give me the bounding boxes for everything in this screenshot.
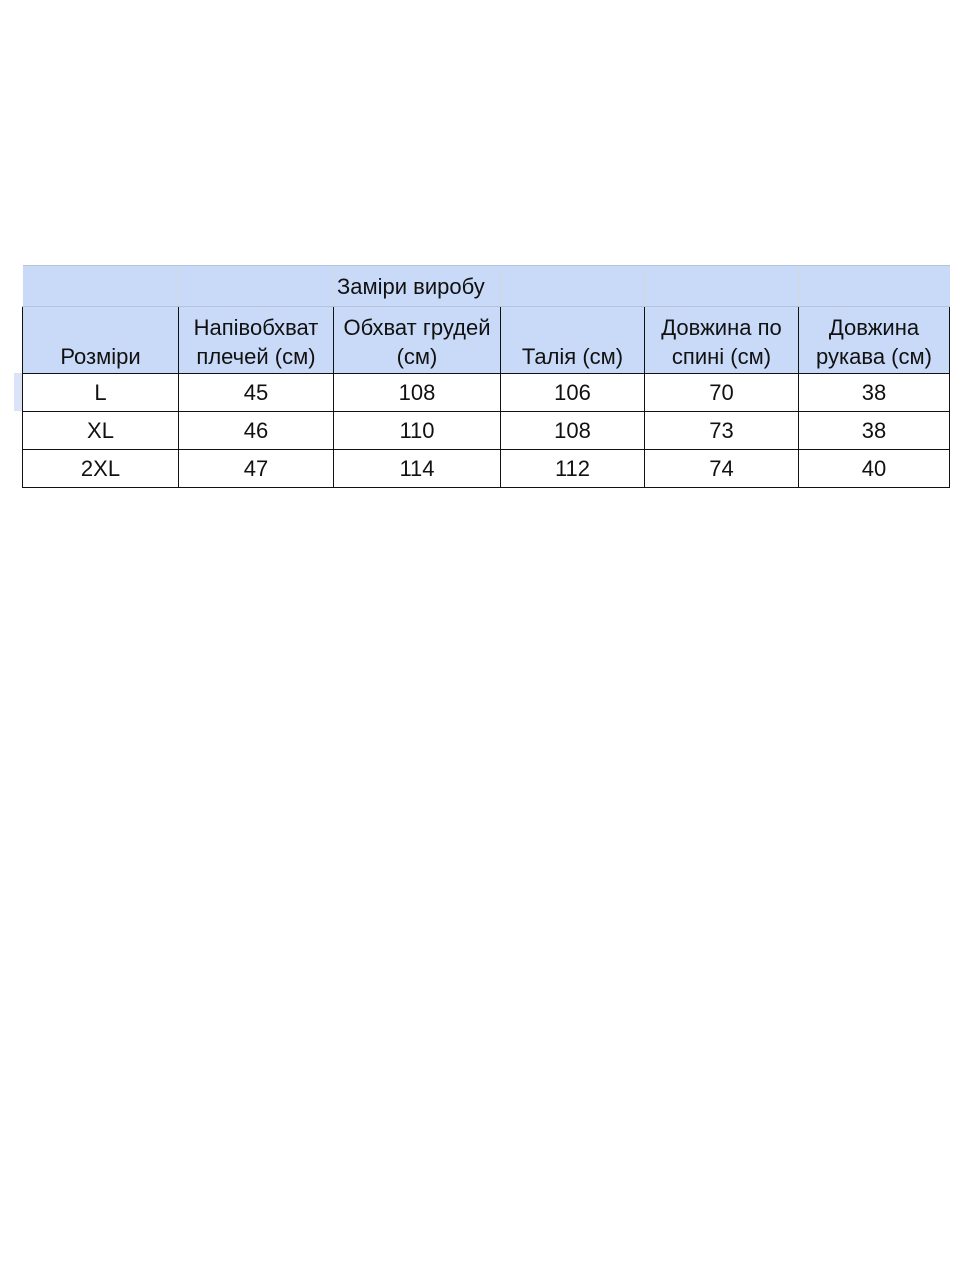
- header-label: Розміри: [60, 344, 141, 369]
- table-header-row: [23, 307, 950, 374]
- table-cell[interactable]: 38: [799, 412, 950, 450]
- spreadsheet-area: [22, 265, 950, 490]
- table-cell[interactable]: 114: [334, 450, 501, 488]
- header-cell-sleeve-length[interactable]: [799, 307, 950, 374]
- header-cell-waist[interactable]: [501, 307, 645, 374]
- header-label: Довжина рукава (см): [816, 315, 932, 369]
- table-title-row: [23, 266, 950, 307]
- header-label: Довжина по спині (см): [661, 315, 782, 369]
- title-empty-cell[interactable]: [645, 266, 799, 307]
- table-cell[interactable]: XL: [23, 412, 179, 450]
- table-cell[interactable]: 47: [179, 450, 334, 488]
- table-cell[interactable]: 2XL: [23, 450, 179, 488]
- table-cell[interactable]: 46: [179, 412, 334, 450]
- table-cell[interactable]: 106: [501, 374, 645, 412]
- table-cell[interactable]: 38: [799, 374, 950, 412]
- header-label: Талія (см): [521, 344, 624, 369]
- size-measurements-table: [22, 265, 950, 488]
- header-label: Напівобхват плечей (см): [193, 315, 319, 369]
- table-cell[interactable]: 108: [501, 412, 645, 450]
- title-empty-cell[interactable]: [799, 266, 950, 307]
- table-row: [23, 450, 950, 488]
- table-cell[interactable]: 70: [645, 374, 799, 412]
- header-cell-chest[interactable]: [334, 307, 501, 374]
- table-cell[interactable]: 110: [334, 412, 501, 450]
- table-row: [23, 412, 950, 450]
- table-cell[interactable]: 73: [645, 412, 799, 450]
- table-group-title[interactable]: Заміри виробу: [334, 266, 501, 307]
- title-empty-cell[interactable]: [501, 266, 645, 307]
- table-cell[interactable]: 112: [501, 450, 645, 488]
- header-cell-shoulders[interactable]: [179, 307, 334, 374]
- table-cell[interactable]: 108: [334, 374, 501, 412]
- table-cell[interactable]: L: [23, 374, 179, 412]
- title-empty-cell[interactable]: [23, 266, 179, 307]
- table-cell[interactable]: 45: [179, 374, 334, 412]
- row-selection-marker: [14, 373, 22, 411]
- table-cell[interactable]: 40: [799, 450, 950, 488]
- table-row: [23, 374, 950, 412]
- header-cell-size[interactable]: [23, 307, 179, 374]
- table-cell[interactable]: 74: [645, 450, 799, 488]
- header-label: Обхват грудей (см): [343, 315, 491, 369]
- title-empty-cell[interactable]: [179, 266, 334, 307]
- header-cell-back-length[interactable]: [645, 307, 799, 374]
